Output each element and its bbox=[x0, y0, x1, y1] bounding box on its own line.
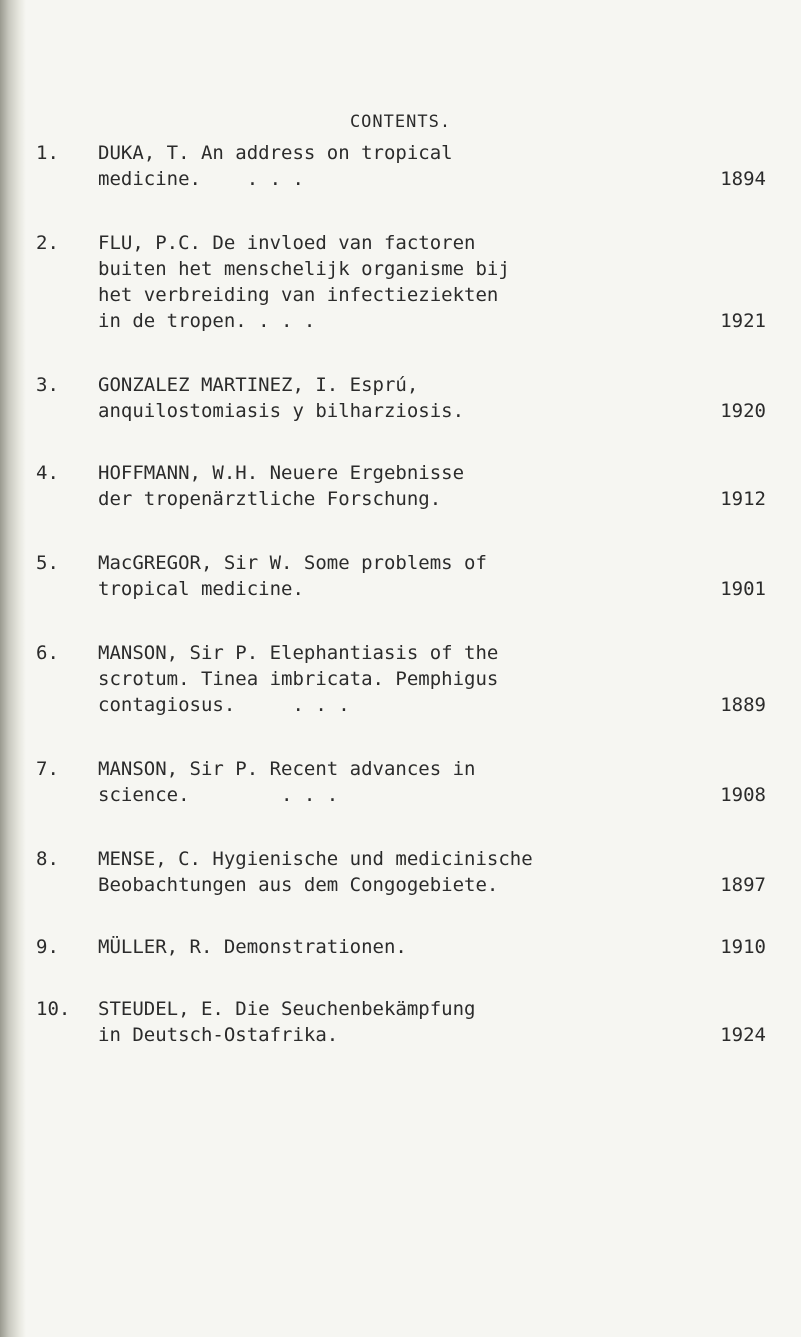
entry-text bbox=[98, 996, 728, 1048]
entry-year: 1912 bbox=[720, 488, 766, 510]
contents-entry bbox=[36, 846, 766, 898]
entry-number: 3. bbox=[36, 374, 59, 396]
entry-line: scrotum. Tinea imbricata. Pemphigus bbox=[98, 668, 499, 690]
entry-line: tropical medicine. bbox=[98, 578, 304, 600]
entry-year: 1901 bbox=[720, 578, 766, 600]
entry-text bbox=[98, 372, 728, 424]
entry-year: 1908 bbox=[720, 784, 766, 806]
contents-entry bbox=[36, 640, 766, 718]
entry-text bbox=[98, 934, 728, 960]
entry-year: 1910 bbox=[720, 936, 766, 958]
entry-text bbox=[98, 846, 728, 898]
entry-year: 1924 bbox=[720, 1024, 766, 1046]
entry-line: het verbreiding van infectieziekten bbox=[98, 284, 499, 306]
entry-text bbox=[98, 230, 728, 334]
contents-entry bbox=[36, 996, 766, 1048]
entry-year: 1889 bbox=[720, 694, 766, 716]
entry-year: 1921 bbox=[720, 310, 766, 332]
entry-year: 1920 bbox=[720, 400, 766, 422]
entry-number: 10. bbox=[36, 998, 71, 1020]
entry-line: contagiosus. . . . bbox=[98, 694, 350, 716]
entry-line: buiten het menschelijk organisme bij bbox=[98, 258, 510, 280]
entry-line: MENSE, C. Hygienische und medicinische bbox=[98, 848, 533, 870]
entry-text bbox=[98, 640, 728, 718]
entry-line: in Deutsch-Ostafrika. bbox=[98, 1024, 339, 1046]
entry-line: Beobachtungen aus dem Congogebiete. bbox=[98, 874, 499, 896]
contents-entry bbox=[36, 230, 766, 334]
entry-year: 1897 bbox=[720, 874, 766, 896]
binding-shadow bbox=[0, 0, 26, 1337]
entry-number: 9. bbox=[36, 936, 59, 958]
entry-line: HOFFMANN, W.H. Neuere Ergebnisse bbox=[98, 462, 465, 484]
entry-text bbox=[98, 756, 728, 808]
entry-line: MÜLLER, R. Demonstrationen. bbox=[98, 936, 407, 958]
entry-line: STEUDEL, E. Die Seuchenbekämpfung bbox=[98, 998, 476, 1020]
entry-number: 7. bbox=[36, 758, 59, 780]
entry-line: MacGREGOR, Sir W. Some problems of bbox=[98, 552, 487, 574]
contents-entry bbox=[36, 460, 766, 512]
contents-entry bbox=[36, 372, 766, 424]
entry-number: 8. bbox=[36, 848, 59, 870]
contents-entry bbox=[36, 756, 766, 808]
entry-line: FLU, P.C. De invloed van factoren bbox=[98, 232, 476, 254]
entry-line: MANSON, Sir P. Elephantiasis of the bbox=[98, 642, 499, 664]
contents-entry bbox=[36, 550, 766, 602]
entry-number: 5. bbox=[36, 552, 59, 574]
entry-line: in de tropen. . . . bbox=[98, 310, 316, 332]
entry-line: DUKA, T. An address on tropical bbox=[98, 142, 453, 164]
entry-number: 4. bbox=[36, 462, 59, 484]
entry-line: anquilostomiasis y bilharziosis. bbox=[98, 400, 465, 422]
entry-text bbox=[98, 140, 728, 192]
entry-line: medicine. . . . bbox=[98, 168, 304, 190]
entry-number: 2. bbox=[36, 232, 59, 254]
contents-entry bbox=[36, 934, 766, 960]
entry-text bbox=[98, 460, 728, 512]
entry-text bbox=[98, 550, 728, 602]
entry-number: 1. bbox=[36, 142, 59, 164]
entry-number: 6. bbox=[36, 642, 59, 664]
entry-line: MANSON, Sir P. Recent advances in bbox=[98, 758, 476, 780]
page-title: CONTENTS. bbox=[349, 112, 452, 132]
entry-line: der tropenärztliche Forschung. bbox=[98, 488, 442, 510]
contents-entry bbox=[36, 140, 766, 192]
entry-line: GONZALEZ MARTINEZ, I. Esprú, bbox=[98, 374, 419, 396]
entry-year: 1894 bbox=[720, 168, 766, 190]
entry-line: science. . . . bbox=[98, 784, 339, 806]
